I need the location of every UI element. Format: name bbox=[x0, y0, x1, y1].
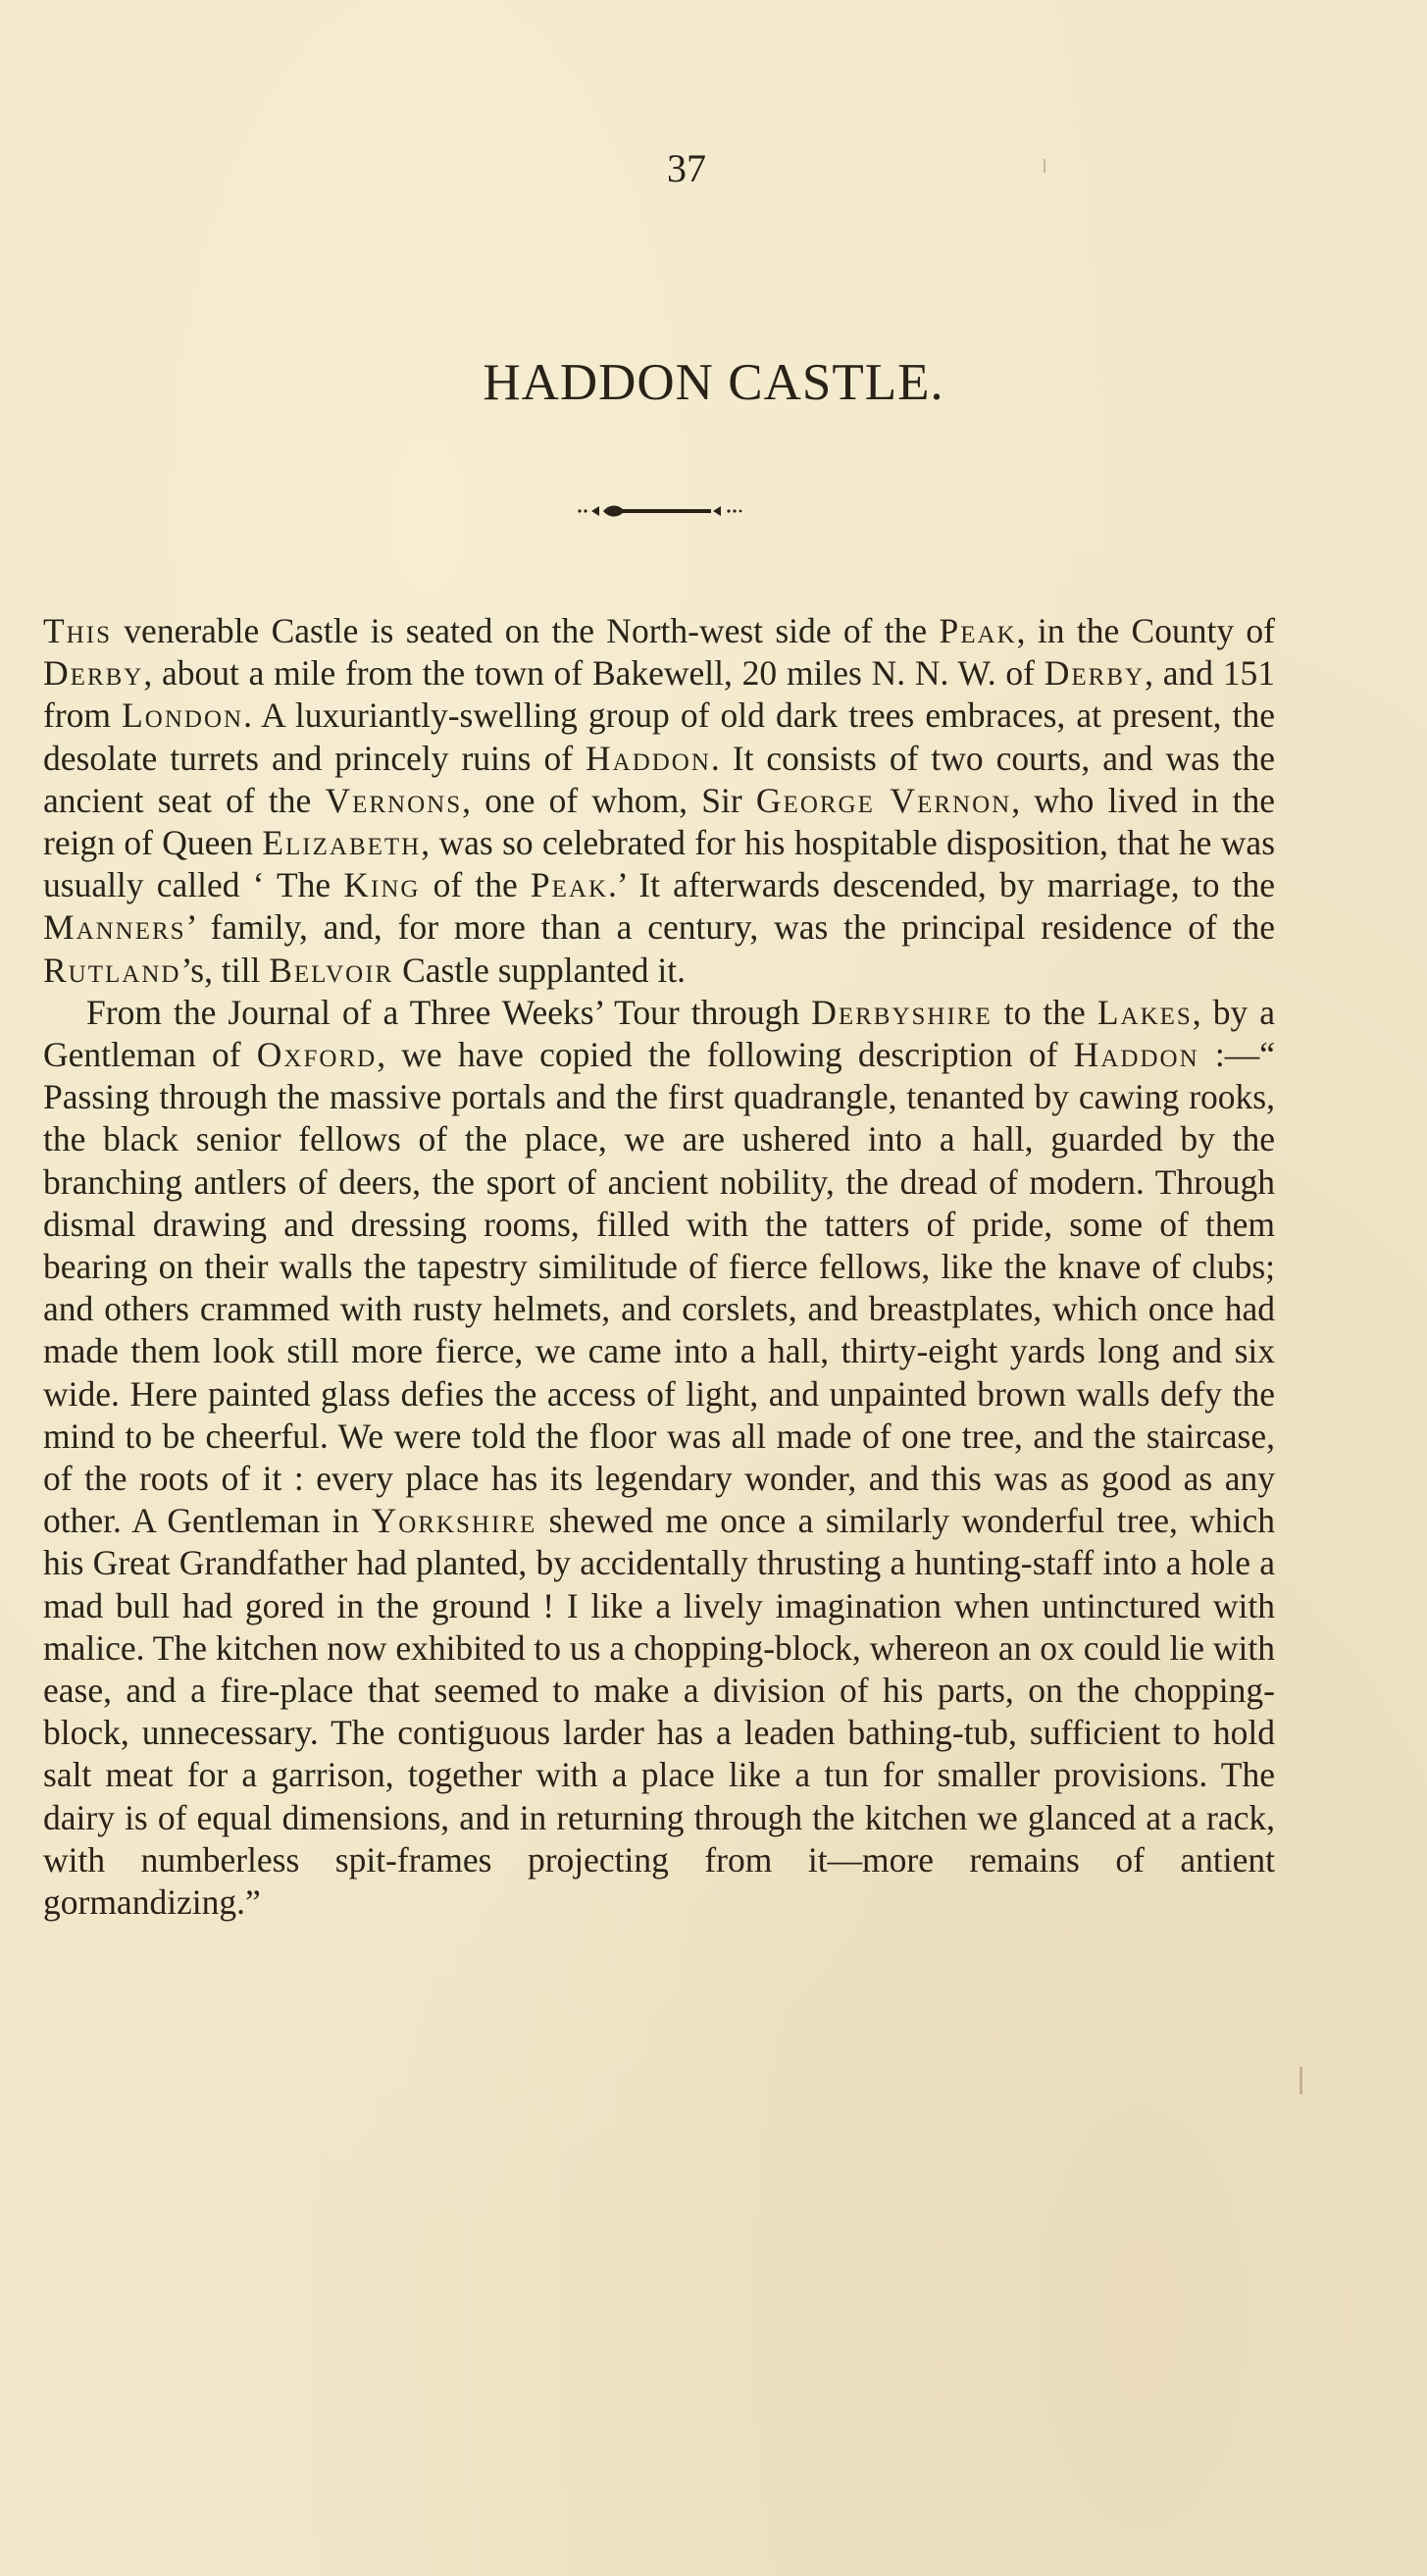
title-word: King bbox=[343, 865, 421, 905]
article-body bbox=[43, 610, 1275, 1924]
drop-word: This bbox=[43, 611, 112, 650]
text-run: . A luxuriantly-swelling group of old dark trees embraces, at present, the desolate turrets and princely ruins of bbox=[43, 696, 1275, 778]
place-name: Derbyshire bbox=[811, 992, 993, 1032]
ornament-divider-icon bbox=[574, 502, 746, 520]
text-run: ’s, till bbox=[180, 950, 270, 990]
text-run: , who lived in the reign of Queen bbox=[43, 780, 1275, 863]
text-run: . It consists of two courts, and was the ancient seat of the bbox=[43, 738, 1275, 820]
text-run: , one of whom, Sir bbox=[462, 780, 756, 820]
place-name: London bbox=[122, 696, 244, 736]
page-title: HADDON CASTLE. bbox=[483, 354, 944, 411]
text-run: , was so celebrated for his hospitable disposition, that he was usually called ‘ The bbox=[43, 823, 1276, 905]
text-run: From the Journal of a Three Weeks’ Tour through bbox=[86, 992, 812, 1032]
family-name: Rutland bbox=[43, 950, 181, 990]
place-name: Haddon bbox=[586, 738, 711, 778]
page-number: 37 bbox=[667, 146, 706, 190]
text-run: :—“ Passing through the massive portals and the first quadrangle, tenanted by cawing rooks, the black senior fellows of the place, we are ushered into a hall, guarded by the branching antlers of deers, the sport of ancient nobility, the dread of modern. Through dismal drawing and dressing rooms, filled with the tatters of pride, some of them bearing on their walls the tapestry similitude of fierce fellows, like the knave of clubs; and others crammed with rusty helmets, and corslets, and breastplates, which once had made them look still more fierce, we came into a hall, thirty-eight yards long and six wide. Here painted glass defies the access of light, and unpainted brown walls defy the mind to be cheerful. We were told the floor was all made of one tree, and the staircase, of the roots of it : every place has its legendary wonder, and this was as good as any other. A Gentleman in bbox=[43, 1035, 1275, 1541]
text-run: , by a Gentleman of bbox=[43, 992, 1275, 1075]
text-run: Castle supplanted it. bbox=[393, 950, 687, 990]
text-run: shewed me once a similarly wonderful tree, which his Great Grandfather had planted, by accidentally thrusting a hunting-staff into a hole a mad bull had gored in the ground ! I like a lively imagination when untinctured with malice. The kitchen now exhibited to us a chopping-block, whereon an ox could lie with ease, and a fire-place that seemed to make a division of his parts, on the chopping-block, unnecessary. The contiguous larder has a leaden bathing-tub, sufficient to hold salt meat for a garrison, together with a place like a tun for smaller provisions. The dairy is of equal dimensions, and in returning through the kitchen we glanced at a rack, with numberless spit-frames projecting from it—more remains of antient gormandizing.” bbox=[43, 1501, 1276, 1923]
text-run: , in the County of bbox=[1016, 611, 1275, 650]
place-name: Derby bbox=[1044, 653, 1146, 694]
text-run: .’ It afterwards descended, by marriage, to the bbox=[608, 865, 1275, 905]
family-name: Vernons bbox=[325, 780, 463, 820]
paragraph-1 bbox=[43, 610, 1275, 992]
text-run: , we have copied the following description of bbox=[377, 1035, 1074, 1075]
text-run: venerable Castle is seated on the North-west side of the bbox=[111, 611, 940, 650]
paragraph-2 bbox=[43, 992, 1275, 1924]
paper-mark bbox=[1300, 2067, 1302, 2094]
text-run: ’ family, and, for more than a century, was the principal residence of the bbox=[185, 907, 1275, 948]
paper-mark bbox=[1044, 159, 1045, 173]
place-name: Oxford bbox=[256, 1035, 378, 1075]
text-run: to the bbox=[992, 992, 1097, 1032]
place-name: Peak bbox=[530, 865, 609, 905]
place-name: Belvoir bbox=[269, 950, 394, 990]
family-name: Manners bbox=[43, 907, 186, 948]
place-name: Lakes bbox=[1096, 992, 1193, 1032]
place-name: Peak bbox=[939, 611, 1017, 650]
text-run: , and 151 from bbox=[43, 653, 1275, 736]
person-name: Elizabeth bbox=[262, 823, 422, 863]
place-name: Haddon bbox=[1073, 1035, 1199, 1075]
text-run: , about a mile from the town of Bakewell, 20 miles N. N. W. of bbox=[143, 653, 1045, 694]
person-name: George Vernon bbox=[755, 780, 1012, 820]
text-run: of the bbox=[420, 865, 531, 905]
place-name: Derby bbox=[43, 653, 144, 694]
place-name: Yorkshire bbox=[371, 1501, 537, 1541]
